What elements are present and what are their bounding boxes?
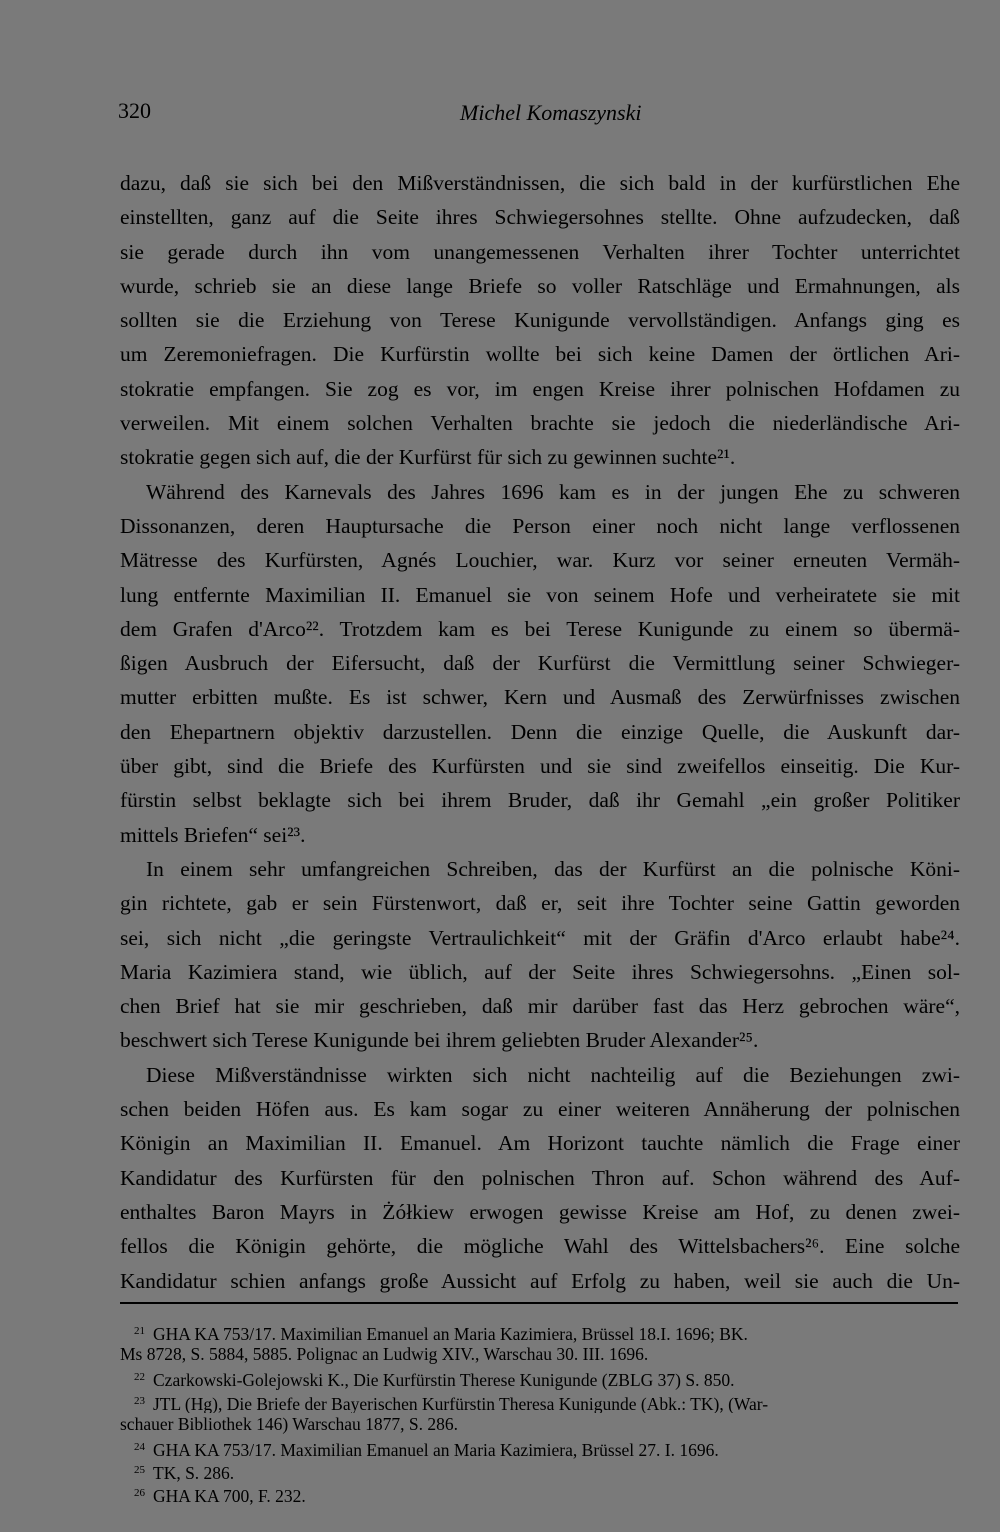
footnote-line	[120, 1343, 960, 1366]
page-number: 320	[118, 98, 151, 123]
footnote-divider	[120, 1302, 958, 1304]
text-line: dem Grafen d'Arco²². Trotzdem kam es bei Terese Kunigunde zu einem so übermä-	[120, 616, 960, 641]
footnote-number: 22	[134, 1371, 145, 1384]
text-line: sie gerade durch ihn vom unangemessenen Verhalten ihrer Tochter unterrichtet	[120, 239, 960, 264]
footnote-line	[120, 1320, 960, 1343]
text-line: chen Brief hat sie mir geschrieben, daß mir darüber fast das Herz gebrochen wäre“,	[120, 994, 960, 1019]
text-line: wurde, schrieb sie an diese lange Briefe so voller Ratschläge und Ermahnungen, als	[120, 273, 960, 298]
text-line: Maria Kazimiera stand, wie üblich, auf der Seite ihres Schwiegersohns. „Einen sol-	[120, 959, 960, 984]
footnote-text: schauer Bibliothek 146) Warschau 1877, S. 286.	[120, 1413, 459, 1434]
text-line: stokratie gegen sich auf, die der Kurfürst für sich zu gewinnen suchte²¹.	[120, 445, 736, 470]
body-text	[120, 166, 960, 1298]
footnote-line	[120, 1436, 960, 1459]
footnote-text: Czarkowski-Golejowski K., Die Kurfürstin Therese Kunigunde (ZBLG 37) S. 850.	[153, 1370, 735, 1390]
text-line: Diese Mißverständnisse wirkten sich nicht nachteilig auf die Beziehungen zwi-	[146, 1062, 960, 1087]
footnote-text: Ms 8728, S. 5884, 5885. Polignac an Ludwig XIV., Warschau 30. III. 1696.	[120, 1344, 649, 1365]
text-line: Kandidatur des Kurfürsten für den polnischen Thron auf. Schon während des Auf-	[120, 1165, 960, 1190]
footnotes	[120, 1320, 960, 1506]
text-line: einstellten, ganz auf die Seite ihres Schwiegersohnes stellte. Ohne aufzudecken, daß	[120, 205, 960, 230]
text-line: über gibt, sind die Briefe des Kurfürsten und sie sind zweifellos einseitig. Die Kur-	[120, 754, 960, 779]
text-line: Königin an Maximilian II. Emanuel. Am Horizont tauchte nämlich die Frage einer	[120, 1131, 960, 1156]
text-line: Während des Karnevals des Jahres 1696 kam es in der jungen Ehe zu schweren	[146, 479, 960, 504]
footnote-line	[120, 1366, 960, 1389]
footnote-text: JTL (Hg), Die Briefe der Bayerischen Kurfürstin Theresa Kunigunde (Abk.: TK), (War-	[153, 1393, 769, 1413]
running-title: Michel Komaszynski	[460, 100, 642, 125]
text-line: enthaltes Baron Mayrs in Żółkiew erwogen gewisse Kreise am Hof, zu denen zwei-	[120, 1199, 960, 1224]
text-line: fürstin selbst beklagte sich bei ihrem Bruder, daß ihr Gemahl „ein großer Politiker	[120, 788, 960, 813]
text-line: Kandidatur schien anfangs große Aussicht auf Erfolg zu haben, weil sie auch die Un-	[120, 1268, 960, 1293]
footnote-line	[120, 1459, 960, 1482]
text-line: gin richtete, gab er sein Fürstenwort, daß er, seit ihre Tochter seine Gattin geworden	[120, 891, 960, 916]
text-line: In einem sehr umfangreichen Schreiben, das der Kurfürst an die polnische Köni-	[146, 856, 960, 881]
text-line: schen beiden Höfen aus. Es kam sogar zu einer weiteren Annäherung der polnischen	[120, 1097, 960, 1122]
footnote-text: GHA KA 753/17. Maximilian Emanuel an Maria Kazimiera, Brüssel 27. I. 1696.	[153, 1439, 719, 1460]
text-line: fellos die Königin gehörte, die mögliche Wahl des Wittelsbachers²⁶. Eine solche	[120, 1234, 960, 1259]
footnote-number: 24	[134, 1440, 145, 1453]
text-line: mittels Briefen“ sei²³.	[120, 822, 306, 847]
footnote-text: GHA KA 753/17. Maximilian Emanuel an Maria Kazimiera, Brüssel 18.I. 1696; BK.	[153, 1324, 748, 1344]
text-line: den Ehepartnern objektiv darzustellen. Denn die einzige Quelle, die Auskunft dar-	[120, 719, 960, 744]
text-line: um Zeremoniefragen. Die Kurfürstin wollte bei sich keine Damen der örtlichen Ari-	[120, 342, 960, 367]
footnote-number: 26	[134, 1487, 145, 1500]
text-line: verweilen. Mit einem solchen Verhalten brachte sie jedoch die niederländische Ari-	[120, 411, 960, 436]
footnote-line	[120, 1390, 960, 1413]
text-line: stokratie empfangen. Sie zog es vor, im engen Kreise ihrer polnischen Hofdamen zu	[120, 376, 960, 401]
footnote-line	[120, 1413, 960, 1436]
text-line: sollten sie die Erziehung von Terese Kunigunde vervollständigen. Anfangs ging es	[120, 308, 960, 333]
text-line: mutter erbitten mußte. Es ist schwer, Kern und Ausmaß des Zerwürfnisses zwischen	[120, 685, 960, 710]
text-line: dazu, daß sie sich bei den Mißverständnissen, die sich bald in der kurfürstlichen Ehe	[120, 171, 960, 195]
text-line: lung entfernte Maximilian II. Emanuel sie von seinem Hofe und verheiratete sie mit	[120, 582, 960, 607]
footnote-line	[120, 1482, 960, 1505]
page-header	[118, 98, 958, 134]
footnote-number: 23	[134, 1394, 145, 1407]
text-line: Mätresse des Kurfürsten, Agnés Louchier, war. Kurz vor seiner erneuten Vermäh-	[120, 548, 960, 573]
text-line: sei, sich nicht „die geringste Vertraulichkeit“ mit der Gräfin d'Arco erlaubt habe²⁴.	[120, 925, 960, 950]
text-line: ßigen Ausbruch der Eifersucht, daß der Kurfürst die Vermittlung seiner Schwieger-	[120, 651, 960, 676]
text-line: Dissonanzen, deren Hauptursache die Person einer noch nicht lange verflossenen	[120, 513, 960, 538]
footnote-text: TK, S. 286.	[153, 1463, 235, 1483]
footnote-number: 21	[134, 1325, 145, 1337]
footnote-number: 25	[134, 1464, 145, 1477]
text-line: beschwert sich Terese Kunigunde bei ihrem geliebten Bruder Alexander²⁵.	[120, 1028, 759, 1053]
footnote-text: GHA KA 700, F. 232.	[153, 1486, 306, 1506]
